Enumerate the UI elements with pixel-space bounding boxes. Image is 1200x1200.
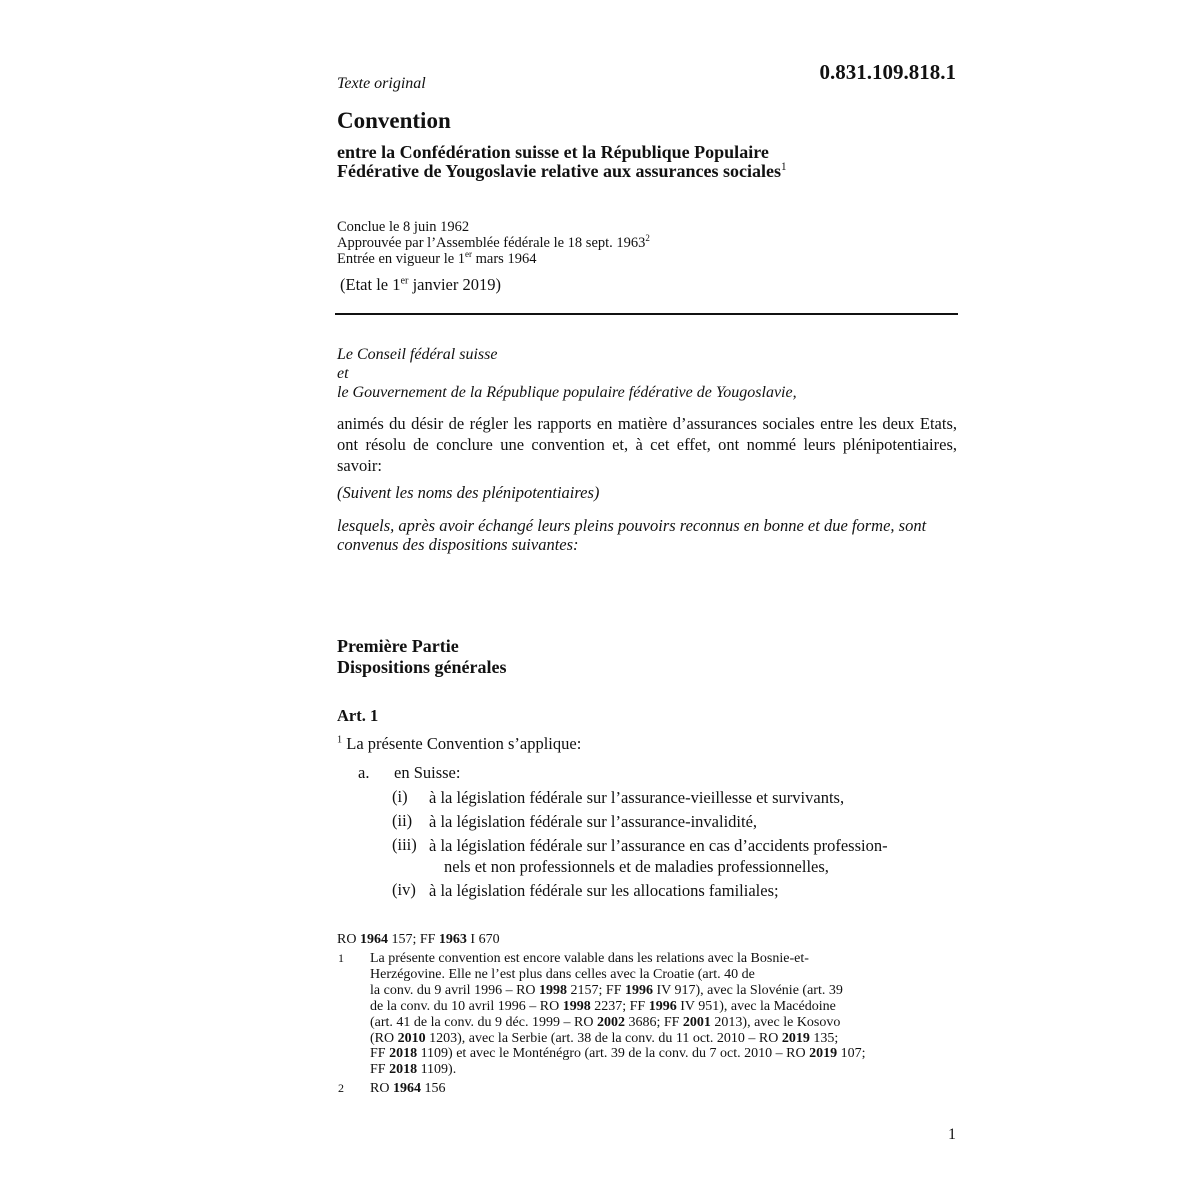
ref-ro-year: 1964	[359, 932, 388, 947]
footnote-line: Herzégovine. Elle ne l’est plus dans celles avec la Croatie (art. 40 de	[370, 966, 755, 982]
lesquels-text: lesquels, après avoir échangé leurs pleins pouvoirs reconnus en bonne et due forme, sont convenus des dispositions suivantes:	[337, 516, 927, 554]
party-conjunction: et	[337, 365, 349, 382]
ref-ro: RO	[337, 932, 360, 947]
subtitle-line-2: Fédérative de Yougoslavie relative aux assurances sociales	[337, 161, 781, 181]
etat-date	[340, 275, 501, 295]
entree-prefix: Entrée en vigueur le 1	[337, 251, 466, 267]
footnote-marker-2[interactable]: 2	[645, 233, 650, 244]
subitem-text: à la législation fédérale sur l’assurance-vieillesse et survivants,	[429, 788, 845, 807]
plenipotentiaries-note: (Suivent les noms des plénipotentiaires)	[337, 483, 600, 502]
footnote-line: (art. 41 de la conv. du 9 déc. 1999 – RO 2002 3686; FF 2001 2013), avec le Kosovo	[370, 1014, 841, 1030]
header-divider	[335, 313, 958, 315]
entree-sup: er	[465, 249, 473, 260]
list-item-text: en Suisse:	[394, 763, 461, 782]
subtitle	[337, 143, 957, 181]
footnote-line: FF 2018 1109).	[370, 1062, 457, 1078]
entree-suffix: mars 1964	[472, 251, 537, 267]
subitem-number: (i)	[392, 787, 408, 806]
texte-original-label: Texte original	[337, 75, 426, 92]
footnote-line: (RO 2010 1203), avec la Serbie (art. 38 de la conv. du 11 oct. 2010 – RO 2019 135;	[370, 1030, 839, 1046]
page-title: Convention	[337, 108, 451, 133]
footnote-text: RO 1964 156	[370, 1081, 446, 1096]
footnote-line: de la conv. du 10 avril 1996 – RO 1998 2237; FF 1996 IV 951), avec la Macédoine	[370, 998, 836, 1014]
etat-prefix: (Etat le 1	[340, 275, 401, 294]
article-intro	[337, 734, 581, 754]
subitem-text	[429, 835, 957, 877]
part-heading	[337, 636, 507, 678]
subitem-text-line-2: nels et non professionnels et de maladies professionnelles,	[444, 857, 829, 876]
part-subtitle: Dispositions générales	[337, 657, 507, 677]
etat-sup: er	[400, 275, 409, 287]
publication-reference	[337, 932, 500, 948]
ref-ro-page: 157; FF	[387, 932, 439, 947]
party-swiss: Le Conseil fédéral suisse	[337, 346, 498, 363]
article-heading: Art. 1	[337, 706, 379, 725]
page-number: 1	[948, 1126, 956, 1143]
subitem-text: à la législation fédérale sur l’assurance-invalidité,	[429, 812, 758, 831]
subitem-text-line-1: à la législation fédérale sur l’assurance en cas d’accidents profession-	[429, 836, 888, 855]
subitem-number: (ii)	[392, 811, 413, 830]
subitem-text: à la législation fédérale sur les allocations familiales;	[429, 881, 779, 900]
conclue-date: Conclue le 8 juin 1962	[337, 219, 470, 235]
list-item-letter: a.	[358, 763, 370, 782]
paragraph-number: 1	[337, 734, 343, 746]
party-yugoslavia: le Gouvernement de la République populaire fédérative de Yougoslavie,	[337, 384, 797, 401]
etat-suffix: janvier 2019)	[408, 275, 501, 294]
dates-block	[337, 219, 650, 267]
subitem-number: (iii)	[392, 835, 417, 854]
footnote-line: la conv. du 9 avril 1996 – RO 1998 2157; FF 1996 IV 917), avec la Slovénie (art. 39	[370, 982, 843, 998]
parties-block	[337, 345, 957, 402]
document-number: 0.831.109.818.1	[819, 60, 956, 84]
part-title: Première Partie	[337, 636, 459, 656]
footnote-number: 2	[338, 1081, 344, 1095]
subitem-number: (iv)	[392, 880, 416, 899]
ref-ff-rest: I 670	[466, 932, 500, 947]
preamble-text: animés du désir de régler les rapports en matière d’assurances sociales entre les deux Etats, ont résolu de conclure une convention et, à cet effet, ont nommé leurs plénipotentiaires, savoir:	[337, 414, 957, 475]
footnote-text	[370, 951, 970, 1078]
footnote-line: La présente convention est encore valable dans les relations avec la Bosnie-et-	[370, 951, 809, 966]
footnote-line: FF 2018 1109) et avec le Monténégro (art. 39 de la conv. du 7 oct. 2010 – RO 2019 107;	[370, 1046, 866, 1062]
approuvee-date: Approuvée par l’Assemblée fédérale le 18 sept. 1963	[337, 235, 646, 251]
footnote-marker-1[interactable]: 1	[780, 161, 787, 173]
ref-ff-year: 1963	[438, 932, 467, 947]
footnote-number: 1	[338, 951, 344, 965]
article-intro-text: La présente Convention s’applique:	[342, 734, 582, 753]
subtitle-line-1: entre la Confédération suisse et la République Populaire	[337, 142, 769, 162]
